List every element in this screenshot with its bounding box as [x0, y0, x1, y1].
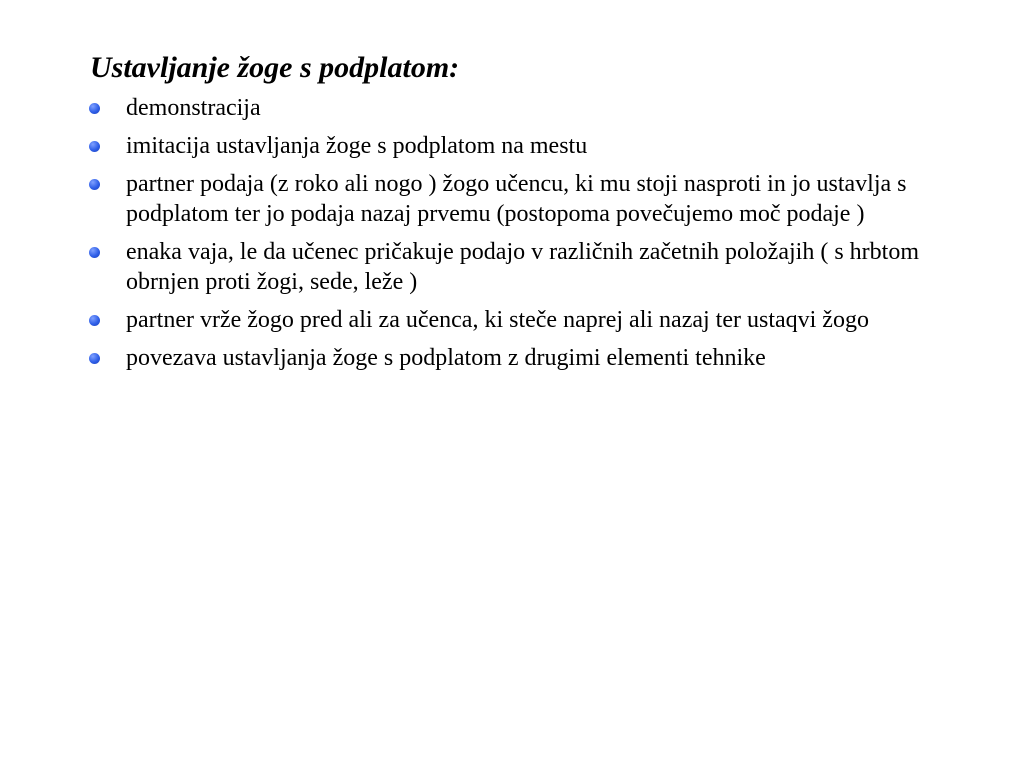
slide-title: Ustavljanje žoge s podplatom: — [90, 51, 460, 84]
list-item-text: partner vrže žogo pred ali za učenca, ki steče naprej ali nazaj ter ustaqvi žogo — [126, 307, 869, 333]
bullet-dot-icon — [89, 247, 100, 258]
bullet-dot-icon — [89, 141, 100, 152]
list-item-text: enaka vaja, le da učenec pričakuje podajo v različnih začetnih položajih ( s hrbtom obrnjen proti žogi, sede, leže ) — [126, 239, 919, 295]
bullet-dot-icon — [89, 353, 100, 364]
bullet-dot-icon — [89, 315, 100, 326]
list-item-text: partner podaja (z roko ali nogo ) žogo učencu, ki mu stoji nasproti in jo ustavlja s podplatom ter jo podaja nazaj prvemu (postopoma povečujemo moč podaje ) — [126, 171, 907, 227]
list-item — [86, 169, 966, 229]
list-item — [86, 131, 966, 161]
bullet-dot-icon — [89, 179, 100, 190]
list-item — [86, 343, 966, 373]
bullet-dot-icon — [89, 103, 100, 114]
list-item — [86, 93, 966, 123]
list-item-text: demonstracija — [126, 95, 261, 121]
list-item-text: povezava ustavljanja žoge s podplatom z drugimi elementi tehnike — [126, 345, 766, 371]
list-item — [86, 305, 966, 335]
list-item-text: imitacija ustavljanja žoge s podplatom na mestu — [126, 133, 588, 159]
bullet-list — [86, 93, 966, 381]
list-item — [86, 237, 966, 297]
